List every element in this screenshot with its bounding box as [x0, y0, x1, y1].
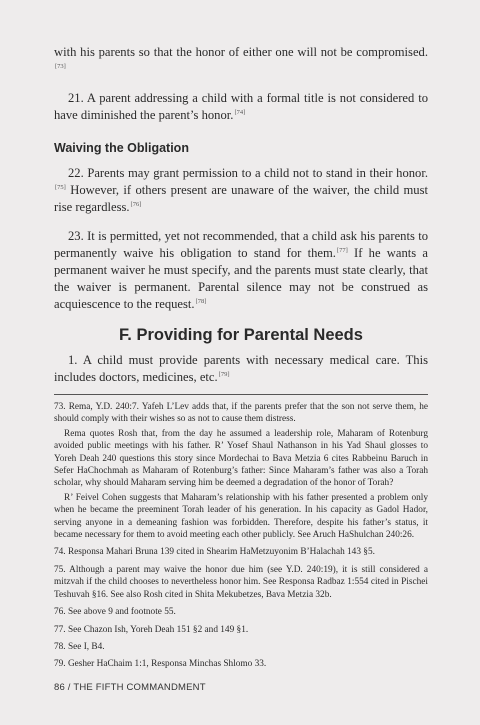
paragraph-continued: with his parents so that the honor of either one will not be compromised.[73] — [54, 45, 428, 70]
paragraph-23: 23. It is permitted, yet not recommended, that a child ask his parents to permanently waive his obligation to stand for them.[77] If he wants a permanent waiver he must specify, and the parents must state clearly, that the waiver is permanent. Parental silence may not be construed as acquiescence to the request.[78] — [54, 229, 429, 311]
footnote-78: 78. See I, B4. — [54, 641, 105, 652]
footnote-73: 73. Rema, Y.D. 240:7. Yafeh L’Lev adds that, if the parents prefer that the son not serve them, he should comply with their wishes so as not to cause them distress. Rema quotes Rosh that, from the day he assumed a leadership role, Maharam of Rotenburg avoided public meetings with his father. R’ Yosef Shaul Nathanson in his Yad Shaul glosses to Yoreh Deah 240 questions this story since Mordechai to Bava Metzia 6 cites Rabbeinu Baruch in Sefer HaChochmah as Maharam of Rotenburg’s father: Since Maharam’s father was also a Torah scholar, why should Maharam serving him be deemed a degradation of the honor of Torah? R’ Feivel Cohen suggests that Maharam’s relationship with his father presented a problem only when he became the preeminent Torah leader of his generation. In his capacity as Gadol Hador, serving anyone in a demeaning fashion was forbidden. Therefore, despite his father’s status, it became necessary for them to avoid meeting each other publicly. See Aruch HaShulchan 240:26. — [54, 402, 428, 541]
paragraph-1: 1. A child must provide parents with necessary medical care. This includes doctors, medicines, etc.[79] — [54, 353, 428, 384]
footnotes — [54, 401, 428, 671]
footnote-ref[interactable]: [74] — [234, 109, 246, 116]
paragraph-21: 21. A parent addressing a child with a formal title is not considered to have diminished the parent’s honor.[74] — [54, 91, 428, 122]
page-footer: 86 / THE FIFTH COMMANDMENT — [54, 682, 206, 693]
footnote-79: 79. Gesher HaChaim 1:1, Responsa Minchas Shlomo 33. — [54, 659, 267, 670]
subheading: Waiving the Obligation — [54, 141, 189, 155]
footnote-74: 74. Responsa Mahari Bruna 139 cited in Shearim HaMetzuyonim B’Halachah 143 §5. — [54, 547, 375, 558]
paragraph-22: 22. Parents may grant permission to a child not to stand in their honor.[75] However, if others present are unaware of the waiver, the child must rise regardless.[76] — [54, 166, 428, 214]
footnote-ref[interactable]: [75] — [55, 184, 66, 191]
main-text — [54, 44, 428, 671]
footnote-ref[interactable]: [78] — [195, 298, 207, 305]
footnote-divider — [54, 394, 428, 395]
footnote-76: 76. See above 9 and footnote 55. — [54, 607, 176, 618]
footnote-75: 75. Although a parent may waive the honor due him (see Y.D. 240:19), it is still considered a mitzvah if the child chooses to nevertheless honor him. See Responsa Radbaz 1:554 cited in Pischei Teshuvah §16. See also Rosh cited in Shita Mekubetzes, Bava Metzia 32b. — [54, 564, 428, 600]
footnote-ref[interactable]: [79] — [218, 371, 230, 378]
footnote-77: 77. See Chazon Ish, Yoreh Deah 151 §2 and 149 §1. — [54, 624, 249, 635]
footnote-ref[interactable]: [77] — [336, 247, 348, 254]
footnote-ref[interactable]: [73] — [55, 63, 66, 70]
section-title: F. Providing for Parental Needs — [119, 326, 363, 344]
footnote-ref[interactable]: [76] — [130, 201, 142, 208]
